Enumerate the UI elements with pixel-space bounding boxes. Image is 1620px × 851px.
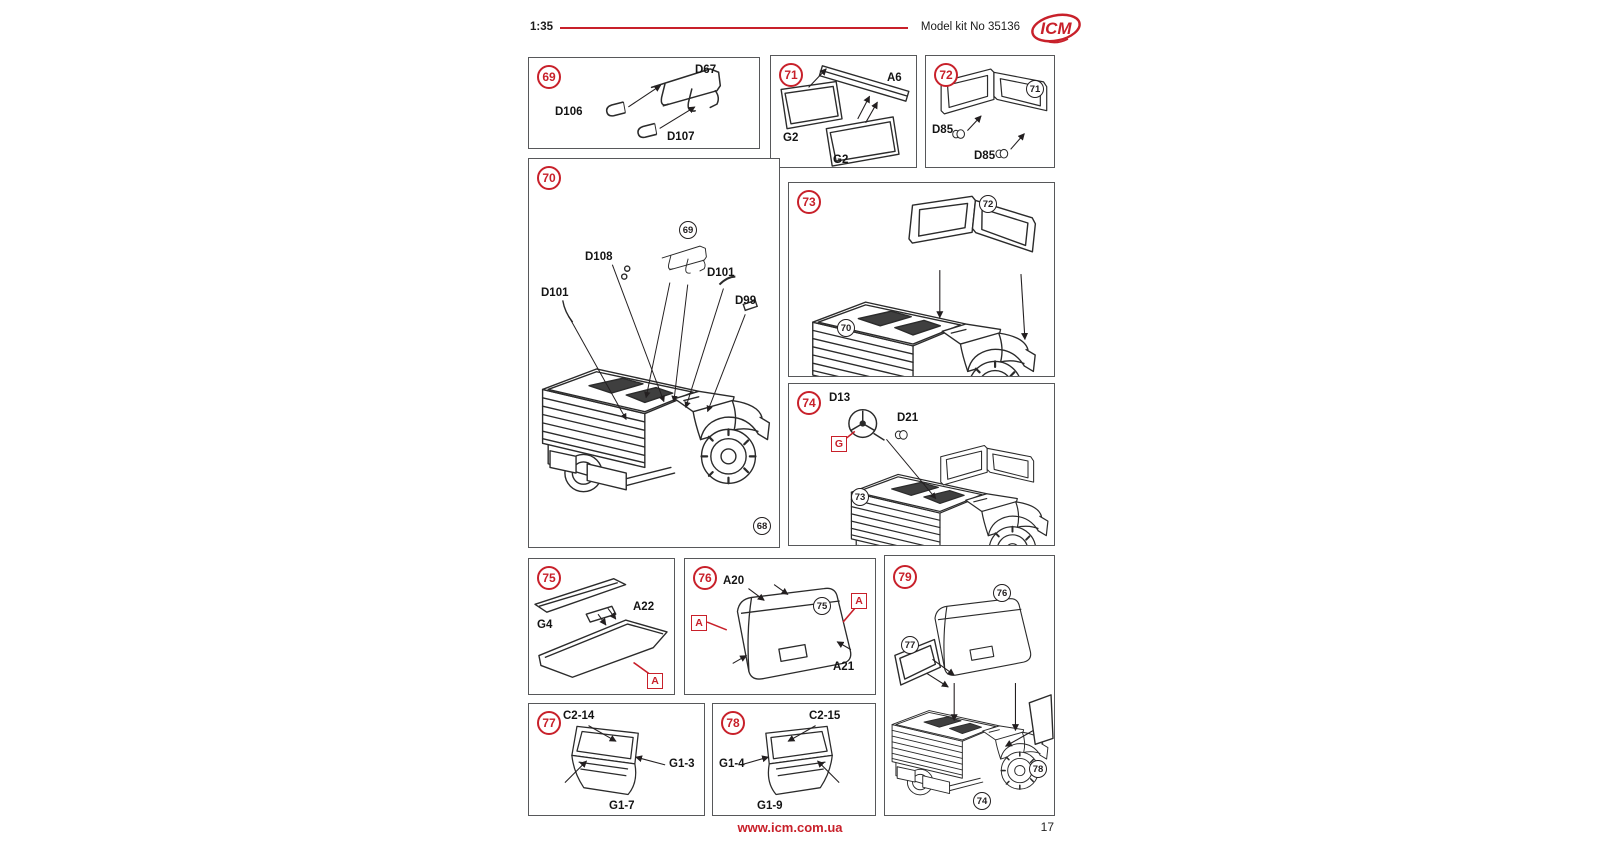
subassembly-marker-g: G: [831, 436, 847, 452]
step-number-badge: 78: [721, 711, 745, 735]
panel-step-78: [712, 703, 876, 816]
part-label-g1-9: G1-9: [757, 800, 783, 812]
step-number-badge: 75: [537, 566, 561, 590]
part-label-d107: D107: [667, 131, 695, 143]
panel-step-69: [528, 57, 760, 149]
step-ref-badge-73: 73: [851, 488, 869, 506]
panel-step-76: [684, 558, 876, 695]
truck-drawing: [892, 711, 1048, 795]
step-73-diagram: [789, 183, 1054, 376]
subassembly-marker-a: A: [851, 593, 867, 609]
part-label-d21: D21: [897, 412, 919, 424]
header-rule: [560, 27, 908, 29]
part-label-a22: A22: [633, 601, 655, 613]
assembly-arrows: [628, 85, 695, 128]
part-label-d13: D13: [829, 392, 851, 404]
icm-logo: [1030, 11, 1082, 49]
step-69-diagram: [529, 58, 759, 148]
windshield-frame-drawing: [909, 190, 1038, 255]
part-label-g1-3: G1-3: [669, 758, 695, 770]
panel-step-72: [925, 55, 1055, 168]
step-ref-badge-75: 75: [813, 597, 831, 615]
assembly-arrows: [967, 116, 1024, 149]
part-label-d108: D108: [585, 251, 613, 263]
panel-step-75: [528, 558, 675, 695]
part-label-a21: A21: [833, 661, 855, 673]
step-ref-badge-72: 72: [979, 195, 997, 213]
step-ref-badge-74: 74: [973, 792, 991, 810]
step-74-diagram: [789, 384, 1054, 545]
icm-logo-text: ICM: [1040, 19, 1072, 38]
knob-part-drawing: [953, 130, 965, 139]
bracket-part-drawing: [662, 246, 706, 273]
panel-step-79: [884, 555, 1055, 816]
part-label-c2-15: C2-15: [809, 710, 841, 722]
panel-step-71: [770, 55, 917, 168]
step-70-diagram: [529, 159, 779, 547]
part-label-d101: D101: [707, 267, 735, 279]
step-number-badge: 71: [779, 63, 803, 87]
website-link[interactable]: www.icm.com.ua: [737, 820, 843, 835]
step-ref-badge-68: 68: [753, 517, 771, 535]
part-label-d106: D106: [555, 106, 583, 118]
part-label-g2: G2: [833, 154, 849, 166]
door-window-drawing-mirrored: [766, 726, 832, 794]
icm-logo-graphic: [1030, 11, 1082, 49]
windshield-frame-drawing: [941, 446, 1034, 485]
panel-step-77: [528, 703, 705, 816]
panel-step-73: [788, 182, 1055, 377]
knob-part-drawing: [996, 149, 1008, 158]
step-number-badge: 74: [797, 391, 821, 415]
step-ref-badge-78: 78: [1029, 760, 1047, 778]
part-label-a6: A6: [887, 72, 902, 84]
part-label-d67: D67: [695, 64, 717, 76]
dashboard-parts-drawing: [535, 579, 667, 678]
part-label-d101: D101: [541, 287, 569, 299]
step-number-badge: 70: [537, 166, 561, 190]
step-number-badge: 73: [797, 190, 821, 214]
part-label-d85: D85: [932, 124, 954, 136]
step-number-badge: 69: [537, 65, 561, 89]
step-79-diagram: [885, 556, 1054, 815]
steering-wheel-drawing: [849, 410, 885, 441]
subassembly-marker-a: A: [691, 615, 707, 631]
step-number-badge: 79: [893, 565, 917, 589]
canvas-top-drawing: [935, 599, 1031, 676]
door-window-drawing: [572, 726, 638, 794]
part-label-c2-14: C2-14: [563, 710, 595, 722]
step-ref-badge-69: 69: [679, 221, 697, 239]
step-ref-badge-70: 70: [837, 319, 855, 337]
part-label-g1-4: G1-4: [719, 758, 745, 770]
knob-part-drawing: [895, 431, 907, 440]
part-label-d85: D85: [974, 150, 996, 162]
scale-label: 1:35: [530, 21, 554, 33]
subassembly-marker-a: A: [647, 673, 663, 689]
step-ref-badge-77: 77: [901, 636, 919, 654]
part-label-d99: D99: [735, 295, 757, 307]
part-label-a20: A20: [723, 575, 745, 587]
clip-part-drawing: [638, 124, 657, 138]
step-number-badge: 72: [934, 63, 958, 87]
panel-step-70: [528, 158, 780, 548]
step-ref-badge-76: 76: [993, 584, 1011, 602]
part-label-g4: G4: [537, 619, 553, 631]
step-ref-badge-71: 71: [1026, 80, 1044, 98]
clip-part-drawing: [607, 102, 626, 116]
part-label-g1-7: G1-7: [609, 800, 635, 812]
page-number: 17: [1040, 820, 1054, 834]
panel-step-74: [788, 383, 1055, 546]
step-number-badge: 77: [537, 711, 561, 735]
truck-drawing: [851, 474, 1048, 545]
part-label-g2: G2: [783, 132, 799, 144]
truck-drawing: [813, 302, 1035, 376]
step-number-badge: 76: [693, 566, 717, 590]
truck-drawing: [543, 369, 770, 492]
kit-number-label: Model kit No 35136: [920, 21, 1020, 33]
